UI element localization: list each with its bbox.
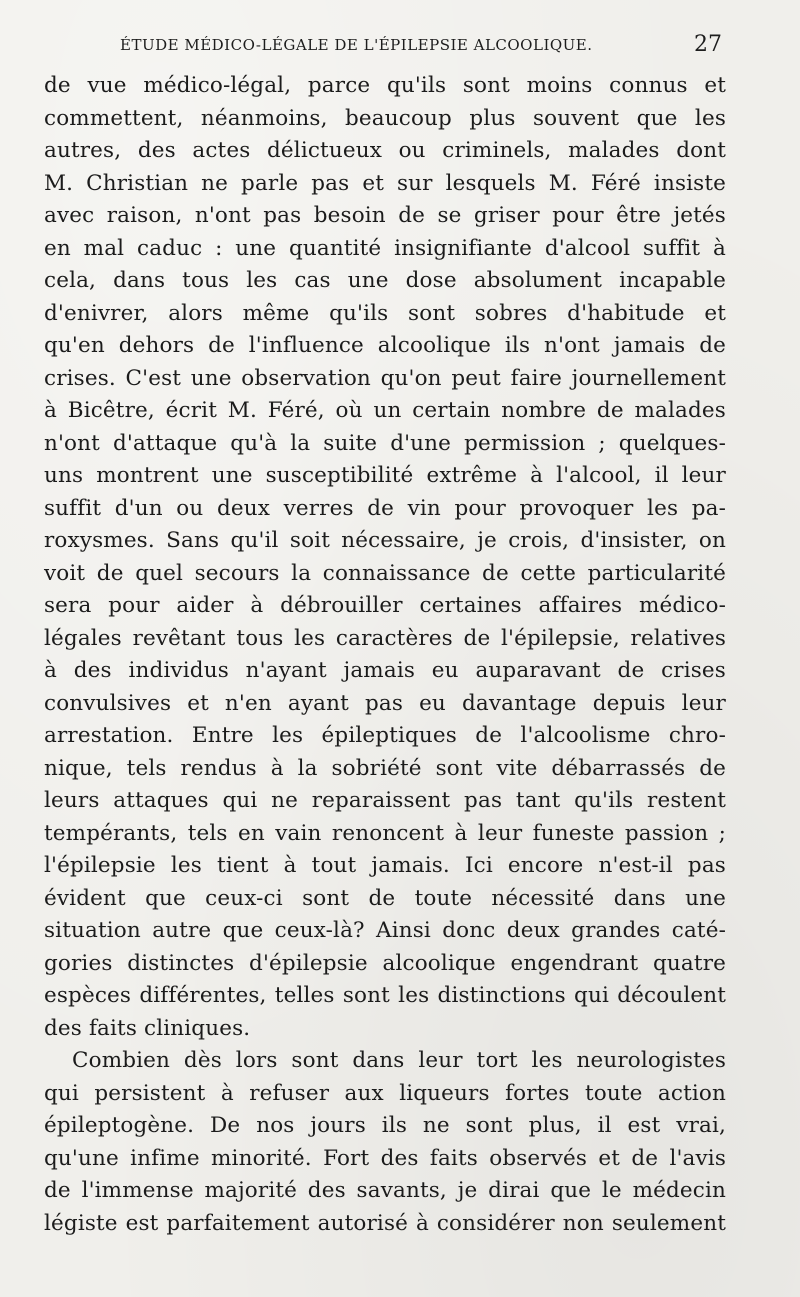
body-text	[44, 70, 726, 1240]
text-line: qui persistent à refuser aux liqueurs fortes toute action	[44, 1080, 726, 1106]
text-line: tempérants, tels en vain renoncent à leur funeste passion ;	[44, 820, 726, 846]
text-line: qu'une infime minorité. Fort des faits observés et de l'avis	[44, 1145, 726, 1171]
text-line: qu'en dehors de l'influence alcoolique ils n'ont jamais de	[44, 333, 726, 358]
text-line: cela, dans tous les cas une dose absolument incapable	[44, 268, 726, 293]
text-line: à Bicêtre, écrit M. Féré, où un certain nombre de malades	[44, 398, 726, 423]
text-line: de vue médico-légal, parce qu'ils sont moins connus et	[44, 73, 726, 98]
text-line: arrestation. Entre les épileptiques de l'alcoolisme chro-	[44, 723, 726, 748]
text-line: commettent, néanmoins, beaucoup plus souvent que les	[44, 105, 726, 131]
text-line: évident que ceux-ci sont de toute nécessité dans une	[44, 885, 726, 911]
text-line: en mal caduc : une quantité insignifiante d'alcool suffit à	[44, 235, 726, 261]
text-line: situation autre que ceux-là? Ainsi donc deux grandes caté-	[44, 918, 726, 943]
text-line: M. Christian ne parle pas et sur lesquels M. Féré insiste	[44, 170, 726, 196]
text-line: autres, des actes délictueux ou criminels, malades dont	[44, 138, 726, 163]
paragraph-first-line: Combien dès lors sont dans leur tort les neurologistes	[72, 1048, 726, 1073]
text-line: avec raison, n'ont pas besoin de se griser pour être jetés	[44, 203, 726, 228]
text-line: espèces différentes, telles sont les distinctions qui découlent	[44, 983, 726, 1008]
text-line: n'ont d'attaque qu'à la suite d'une permission ; quelques-	[44, 430, 726, 456]
text-line: légales revêtant tous les caractères de l'épilepsie, relatives	[44, 625, 726, 651]
text-line: uns montrent une susceptibilité extrême à l'alcool, il leur	[44, 463, 726, 488]
text-line: suffit d'un ou deux verres de vin pour provoquer les pa-	[44, 495, 726, 521]
paragraph-end-line: des faits cliniques.	[44, 1015, 251, 1041]
text-line: épileptogène. De nos jours ils ne sont plus, il est vrai,	[44, 1113, 726, 1138]
text-line: légiste est parfaitement autorisé à considérer non seulement	[44, 1210, 726, 1236]
text-line: gories distinctes d'épilepsie alcoolique engendrant quatre	[44, 950, 726, 976]
text-line: convulsives et n'en ayant pas eu davantage depuis leur	[44, 690, 726, 716]
text-line: nique, tels rendus à la sobriété sont vite débarrassés de	[44, 755, 726, 781]
text-line: crises. C'est une observation qu'on peut faire journellement	[44, 365, 726, 391]
text-line: sera pour aider à débrouiller certaines affaires médico-	[44, 593, 726, 618]
text-line: d'enivrer, alors même qu'ils sont sobres d'habitude et	[44, 300, 726, 326]
text-line: l'épilepsie les tient à tout jamais. Ici encore n'est-il pas	[44, 853, 726, 878]
running-head: ÉTUDE MÉDICO-LÉGALE DE L'ÉPILEPSIE ALCOOLIQUE.	[120, 36, 593, 54]
text-line: à des individus n'ayant jamais eu auparavant de crises	[44, 658, 726, 683]
text-line: leurs attaques qui ne reparaissent pas tant qu'ils restent	[44, 788, 726, 813]
text-line: voit de quel secours la connaissance de cette particularité	[44, 560, 726, 586]
text-line: de l'immense majorité des savants, je dirai que le médecin	[44, 1178, 726, 1203]
page-number: 27	[694, 32, 722, 57]
text-line: roxysmes. Sans qu'il soit nécessaire, je crois, d'insister, on	[44, 528, 726, 553]
